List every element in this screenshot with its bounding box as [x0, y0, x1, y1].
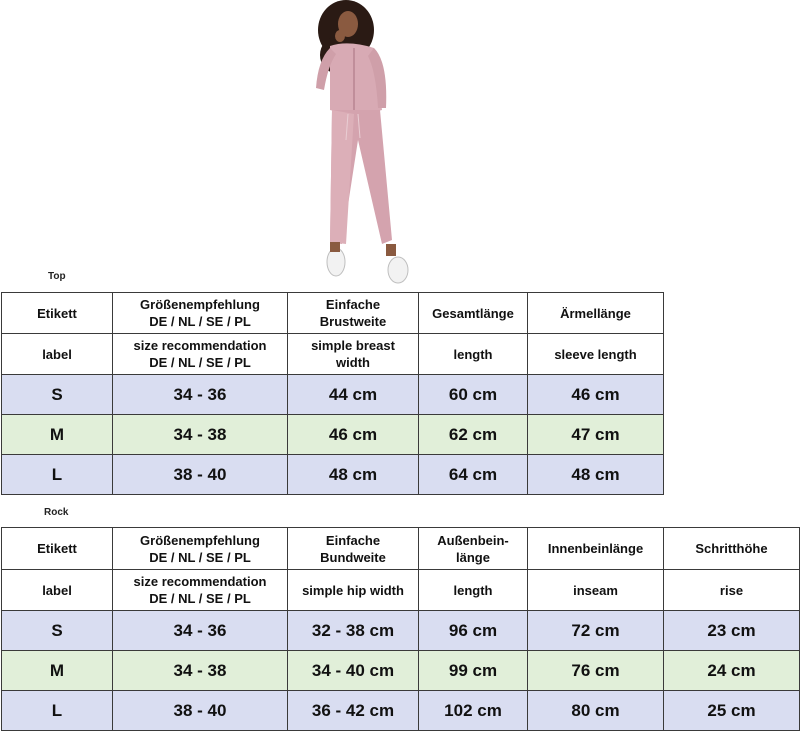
table-cell: 38 - 40 — [113, 455, 288, 495]
table-cell: 102 cm — [419, 691, 528, 731]
table-cell: 60 cm — [419, 375, 528, 415]
header-cell: Etikett — [2, 528, 113, 570]
table-cell: 38 - 40 — [113, 691, 288, 731]
header-cell: simple breast width — [288, 334, 419, 375]
table-cell: 34 - 36 — [113, 375, 288, 415]
header-cell: Schritthöhe — [664, 528, 800, 570]
table-cell: S — [2, 375, 113, 415]
model-photo-icon — [296, 0, 416, 286]
table-row — [2, 611, 800, 651]
header-cell: size recommendation DE / NL / SE / PL — [113, 334, 288, 375]
table-cell: 44 cm — [288, 375, 419, 415]
table-cell: 62 cm — [419, 415, 528, 455]
table-header-row-de — [2, 528, 800, 570]
rock-size-table — [1, 527, 800, 731]
table-cell: 25 cm — [664, 691, 800, 731]
table-cell: 72 cm — [528, 611, 664, 651]
table-cell: 46 cm — [528, 375, 664, 415]
header-cell: Ärmellänge — [528, 293, 664, 334]
table-cell: S — [2, 611, 113, 651]
table-row — [2, 375, 664, 415]
table-cell: 36 - 42 cm — [288, 691, 419, 731]
table-cell: 64 cm — [419, 455, 528, 495]
table-row — [2, 691, 800, 731]
header-cell: Innenbeinlänge — [528, 528, 664, 570]
header-cell: rise — [664, 570, 800, 611]
table-cell: 23 cm — [664, 611, 800, 651]
header-cell: label — [2, 334, 113, 375]
rock-section-label: Rock — [44, 507, 69, 518]
table-cell: 47 cm — [528, 415, 664, 455]
table-cell: M — [2, 651, 113, 691]
table-cell: 76 cm — [528, 651, 664, 691]
table-header-row-en — [2, 334, 664, 375]
header-cell: sleeve length — [528, 334, 664, 375]
table-cell: 32 - 38 cm — [288, 611, 419, 651]
table-cell: M — [2, 415, 113, 455]
header-cell: Einfache Bundweite — [288, 528, 419, 570]
table-cell: 34 - 36 — [113, 611, 288, 651]
table-header-row-en — [2, 570, 800, 611]
header-cell: inseam — [528, 570, 664, 611]
table-cell: 96 cm — [419, 611, 528, 651]
header-cell: length — [419, 334, 528, 375]
header-cell: Gesamtlänge — [419, 293, 528, 334]
table-row — [2, 455, 664, 495]
header-cell: label — [2, 570, 113, 611]
header-cell: Einfache Brustweite — [288, 293, 419, 334]
table-cell: 34 - 38 — [113, 415, 288, 455]
header-cell: size recommendation DE / NL / SE / PL — [113, 570, 288, 611]
header-cell: Etikett — [2, 293, 113, 334]
table-cell: L — [2, 691, 113, 731]
table-cell: 99 cm — [419, 651, 528, 691]
table-header-row-de — [2, 293, 664, 334]
table-row — [2, 415, 664, 455]
header-cell: Größenempfehlung DE / NL / SE / PL — [113, 293, 288, 334]
table-cell: 46 cm — [288, 415, 419, 455]
table-cell: 34 - 40 cm — [288, 651, 419, 691]
table-cell: L — [2, 455, 113, 495]
table-cell: 48 cm — [288, 455, 419, 495]
table-cell: 80 cm — [528, 691, 664, 731]
header-cell: Außenbein- länge — [419, 528, 528, 570]
header-cell: length — [419, 570, 528, 611]
top-size-table — [1, 292, 664, 495]
table-row — [2, 651, 800, 691]
header-cell: simple hip width — [288, 570, 419, 611]
header-cell: Größenempfehlung DE / NL / SE / PL — [113, 528, 288, 570]
table-cell: 34 - 38 — [113, 651, 288, 691]
table-cell: 48 cm — [528, 455, 664, 495]
top-section-label: Top — [48, 271, 66, 282]
table-cell: 24 cm — [664, 651, 800, 691]
